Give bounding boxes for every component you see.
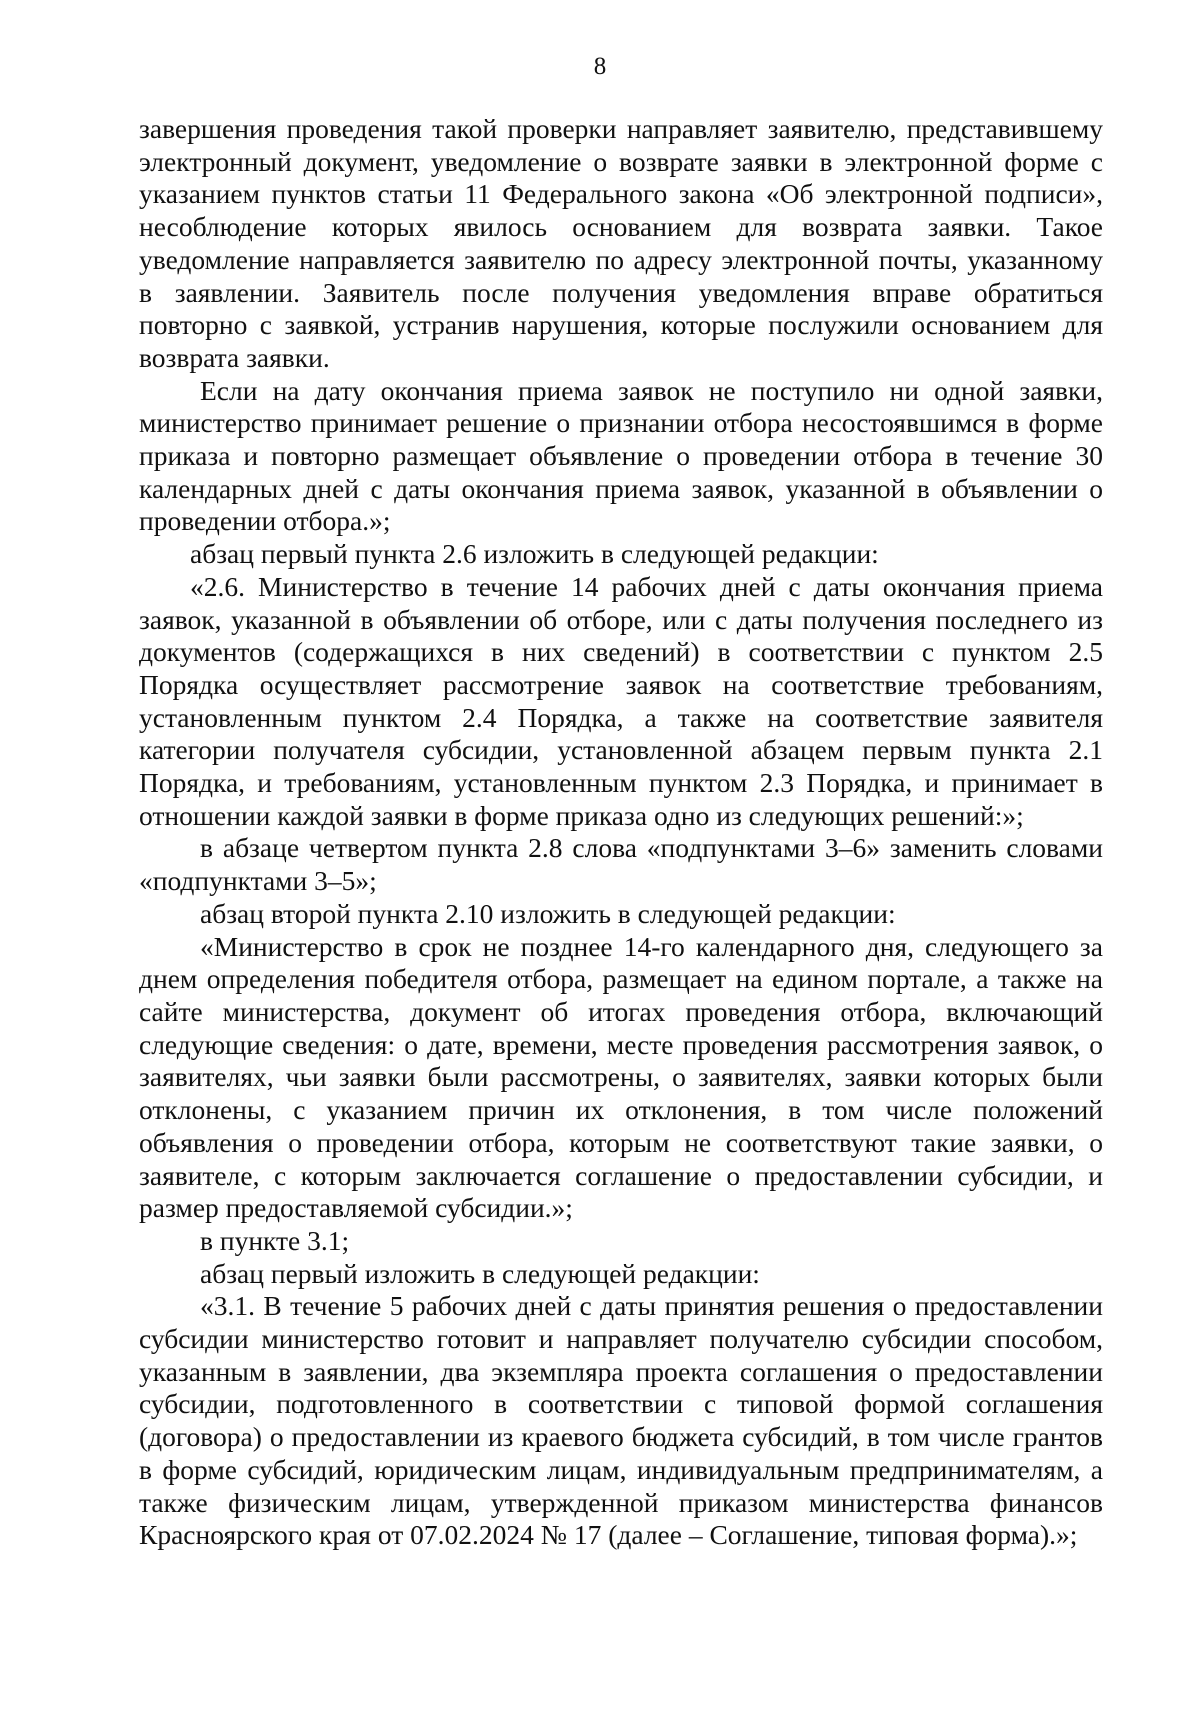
document-body [139, 113, 1103, 1552]
page-number: 8 [593, 53, 607, 80]
paragraph-in-3-1: в пункте 3.1; [200, 1224, 350, 1256]
paragraph-amend-2-10: абзац второй пункта 2.10 изложить в следующей редакции: [200, 897, 896, 929]
paragraph-amend-2-6: абзац первый пункта 2.6 изложить в следующей редакции: [190, 538, 879, 570]
paragraph-2-10-text: «Министерство в срок не позднее 14-го календарного дня, следующего за днем определения победителя отбора, размещает на едином портале, а также на сайте министерства, документ об итогах проведения отбора, включающий следующие сведения: о дате, времени, месте проведения рассмотрения заявок, о заявителях, чьи заявки были рассмотрены, о заявителях, заявки которых были отклонены, с указанием причин их отклонения, в том числе положений объявления о проведении отбора, которым не соответствуют такие заявки, о заявителе, с которым заключается соглашение о предоставлении субсидии, и размер предоставляемой субсидии.»; [139, 930, 1103, 1224]
paragraph-amend-2-8: в абзаце четвертом пункта 2.8 слова «подпунктами 3–6» заменить словами «подпунктами 3–5»; [139, 832, 1103, 897]
paragraph-2-6-text: «2.6. Министерство в течение 14 рабочих дней с даты окончания приема заявок, указанной в объявлении об отборе, или с даты получения последнего из документов (содержащихся в них сведений) в соответствии с пунктом 2.5 Порядка осуществляет рассмотрение заявок на соответствие требованиям, установленным пунктом 2.4 Порядка, а также на соответствие заявителя категории получателя субсидии, установленной абзацем первым пункта 2.1 Порядка, и требованиям, установленным пунктом 2.3 Порядка, и принимает в отношении каждой заявки в форме приказа одно из следующих решений:»; [139, 570, 1103, 831]
paragraph-no-applications: Если на дату окончания приема заявок не поступило ни одной заявки, министерство принимает решение о признании отбора несостоявшимся в форме приказа и повторно размещает объявление о проведении отбора в течение 30 календарных дней с даты окончания приема заявок, указанной в объявлении о проведении отбора.»; [139, 374, 1103, 537]
paragraph-3-1-text: «3.1. В течение 5 рабочих дней с даты принятия решения о предоставлении субсидии министерство готовит и направляет получателю субсидии способом, указанным в заявлении, два экземпляра проекта соглашения о предоставлении субсидии, подготовленного в соответствии с типовой формой соглашения (договора) о предоставлении из краевого бюджета субсидий, в том числе грантов в форме субсидий, юридическим лицам, индивидуальным предпринимателям, а также физическим лицам, утвержденной приказом министерства финансов Красноярского края от 07.02.2024 № 17 (далее – Соглашение, типовая форма).»; [139, 1290, 1103, 1551]
paragraph-continuation: завершения проведения такой проверки направляет заявителю, представившему электронный документ, уведомление о возврате заявки в электронной форме с указанием пунктов статьи 11 Федерального закона «Об электронной подписи», несоблюдение которых явилось основанием для возврата заявки. Такое уведомление направляется заявителю по адресу электронной почты, указанному в заявлении. Заявитель после получения уведомления вправе обратиться повторно с заявкой, устранив нарушения, которые послужили основанием для возврата заявки. [139, 113, 1103, 373]
paragraph-amend-3-1: абзац первый изложить в следующей редакции: [200, 1257, 760, 1289]
